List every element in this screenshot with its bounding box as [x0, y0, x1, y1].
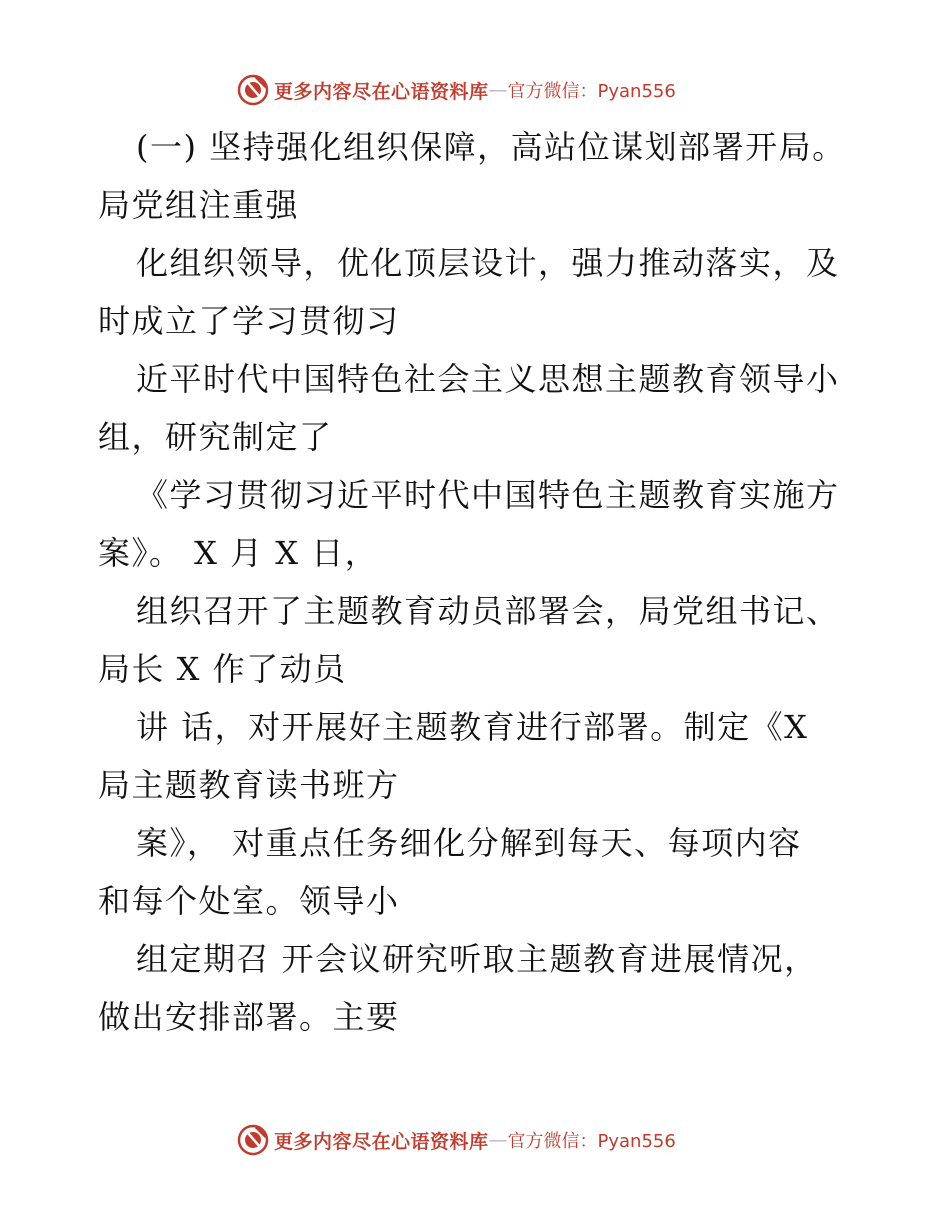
paragraph-line: 局长 X 作了动员 — [98, 650, 347, 688]
stamp-logo-icon — [236, 1123, 270, 1157]
footer-banner — [236, 1122, 676, 1158]
banner-wechat-text: 官方微信：Pyan556 — [507, 81, 676, 102]
banner-dash: — — [488, 79, 508, 101]
document-body — [98, 118, 858, 1046]
paragraph-line: 近平时代中国特色社会主义思想主题教育领导小 — [136, 360, 840, 398]
paragraph-line: (一) 坚持强化组织保障，高站位谋划部署开局。 — [136, 128, 846, 166]
banner-main-text: 更多内容尽在心语资料库 — [274, 1130, 489, 1153]
paragraph-line: 《学习贯彻习近平时代中国特色主题教育实施方 — [136, 476, 840, 514]
paragraph-line: 讲 话，对开展好主题教育进行部署。制定《X — [136, 708, 809, 746]
paragraph-line: 时成立了学习贯彻习 — [98, 302, 400, 340]
paragraph-line: 组织召开了主题教育动员部署会，局党组书记、 — [136, 592, 840, 630]
paragraph-line: 局党组注重强 — [98, 186, 300, 224]
paragraph — [98, 814, 858, 930]
paragraph-line: 局主题教育读书班方 — [98, 766, 400, 804]
banner-main-text: 更多内容尽在心语资料库 — [274, 80, 489, 103]
paragraph — [98, 930, 858, 1046]
paragraph-line: 和每个处室。领导小 — [98, 882, 400, 920]
paragraph — [98, 234, 858, 350]
paragraph-line: 化组织领导，优化顶层设计，强力推动落实，及 — [136, 244, 840, 282]
paragraph — [98, 118, 858, 234]
paragraph — [98, 466, 858, 582]
paragraph-line: 组定期召 开会议研究听取主题教育进展情况， — [136, 940, 818, 978]
paragraph — [98, 698, 858, 814]
paragraph-line: 做出安排部署。主要 — [98, 998, 400, 1036]
paragraph — [98, 582, 858, 698]
banner-dash: — — [488, 1129, 508, 1151]
header-banner — [236, 72, 676, 108]
paragraph-line: 组，研究制定了 — [98, 418, 333, 456]
banner-wechat-text: 官方微信：Pyan556 — [507, 1131, 676, 1152]
paragraph — [98, 350, 858, 466]
stamp-logo-icon — [236, 73, 270, 107]
paragraph-line: 案》， 对重点任务细化分解到每天、每项内容 — [136, 824, 802, 862]
paragraph-line: 案》。 X 月 X 日， — [98, 534, 379, 572]
